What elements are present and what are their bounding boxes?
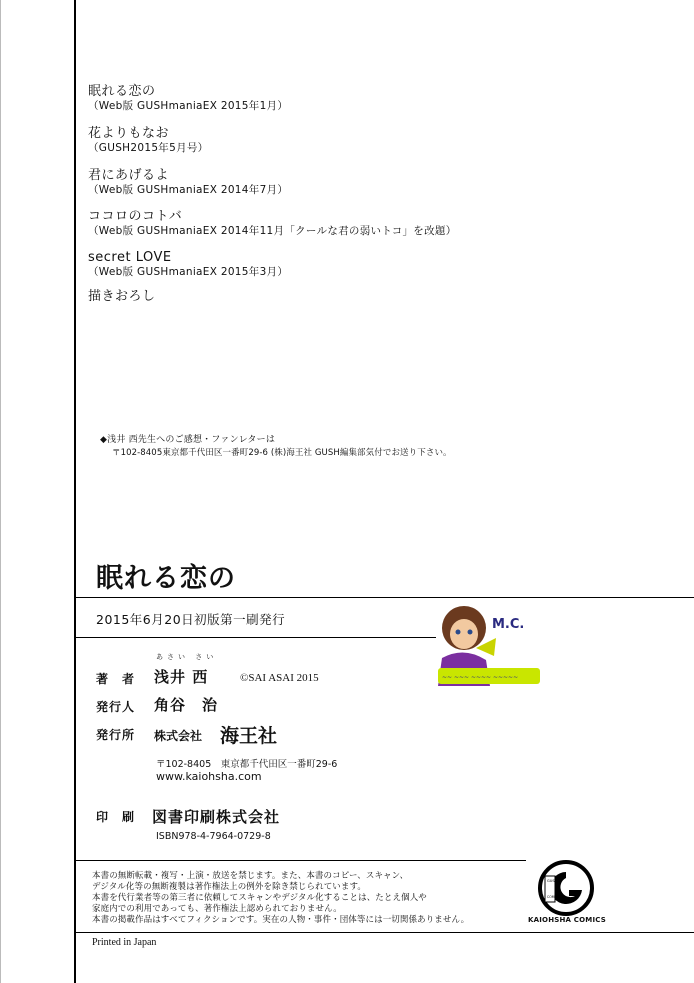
publish-date: 2015年6月20日初版第一刷発行 xyxy=(96,612,286,627)
author-ruby: あさい さい xyxy=(156,653,218,661)
credit-source: （Web版 GUSHmaniaEX 2015年1月） xyxy=(88,100,289,112)
book-title: 眠れる恋の xyxy=(96,563,236,594)
publisher-person-name: 角谷 治 xyxy=(154,696,219,714)
title-rule xyxy=(76,597,694,598)
publisher-person-label: 発行人 xyxy=(96,700,136,714)
left-edge-rule xyxy=(0,0,1,983)
fan-letter-address: 〒102-8405東京都千代田区一番町29-6 (株)海王社 GUSH編集部気付でお送り下さい。 xyxy=(112,448,452,458)
svg-text:~~ ~~~ ~~~~ ~~~~~: ~~ ~~~ ~~~~ ~~~~~ xyxy=(442,674,519,681)
publisher-website: www.kaiohsha.com xyxy=(156,770,262,783)
credit-item xyxy=(88,84,648,126)
printer-label: 印 刷 xyxy=(96,810,136,824)
credit-source: （Web版 GUSHmaniaEX 2014年7月） xyxy=(88,184,289,196)
credit-item xyxy=(88,209,648,250)
author-name: 浅井 西 xyxy=(154,668,209,686)
publisher-address: 〒102-8405 東京都千代田区一番町29-6 xyxy=(156,759,338,770)
credit-item xyxy=(88,168,648,209)
mc-stamp xyxy=(436,598,542,688)
legal-notice xyxy=(92,871,512,926)
printed-in: Printed in Japan xyxy=(92,937,157,948)
stamp-label: M.C. xyxy=(492,617,525,632)
credit-title: ココロのコトバ xyxy=(88,209,183,224)
bottom-rule xyxy=(76,932,694,933)
logo-comics-sub: COMICS xyxy=(547,895,560,899)
credit-item xyxy=(88,250,648,289)
isbn: ISBN978-4-7964-0729-8 xyxy=(156,831,271,842)
credits-list xyxy=(88,84,648,305)
credit-title: 描きおろし xyxy=(88,289,156,304)
author-label: 著 者 xyxy=(96,672,136,686)
logo-gush: GUSH xyxy=(547,879,558,883)
credit-source: （Web版 GUSHmaniaEX 2014年11月「クールな君の弱いトコ」を改題） xyxy=(88,225,457,237)
left-margin-rule xyxy=(74,0,76,983)
credit-source: （Web版 GUSHmaniaEX 2015年3月） xyxy=(88,266,289,278)
publisher-prefix: 株式会社 xyxy=(154,729,203,743)
logo-name: KAIOHSHA COMICS xyxy=(528,916,606,924)
credit-title: 花よりもなお xyxy=(88,126,170,141)
legal-line: 本書の掲載作品はすべてフィクションです。実在の人物・事件・団体等には一切関係ありません。 xyxy=(92,915,470,925)
legal-line: 家庭内での利用であっても、著作権法上認められておりません。 xyxy=(92,904,342,914)
credit-title: secret LOVE xyxy=(88,250,172,265)
credit-title: 君にあげるよ xyxy=(88,168,170,183)
date-rule xyxy=(76,637,436,638)
publisher-name: 海王社 xyxy=(220,725,278,747)
legal-line: 本書の無断転載・複写・上演・放送を禁じます。また、本書のコピー、スキャン、 xyxy=(92,871,409,881)
printer-name: 図書印刷株式会社 xyxy=(152,808,281,826)
credit-item xyxy=(88,289,648,305)
credit-source: （GUSH2015年5月号） xyxy=(88,142,209,154)
copyright-notice: ©SAI ASAI 2015 xyxy=(240,672,319,684)
colophon-rule xyxy=(76,860,526,861)
legal-line: デジタル化等の無断複製は著作権法上の例外を除き禁じられています。 xyxy=(92,882,367,892)
publisher-label: 発行所 xyxy=(96,728,136,742)
credit-item xyxy=(88,126,648,168)
credit-title: 眠れる恋の xyxy=(88,84,156,99)
fan-letter-heading: ◆浅井 西先生へのご感想・ファンレターは xyxy=(100,435,276,445)
legal-line: 本書を代行業者等の第三者に依頼してスキャンやデジタル化することは、たとえ個人や xyxy=(92,893,427,903)
